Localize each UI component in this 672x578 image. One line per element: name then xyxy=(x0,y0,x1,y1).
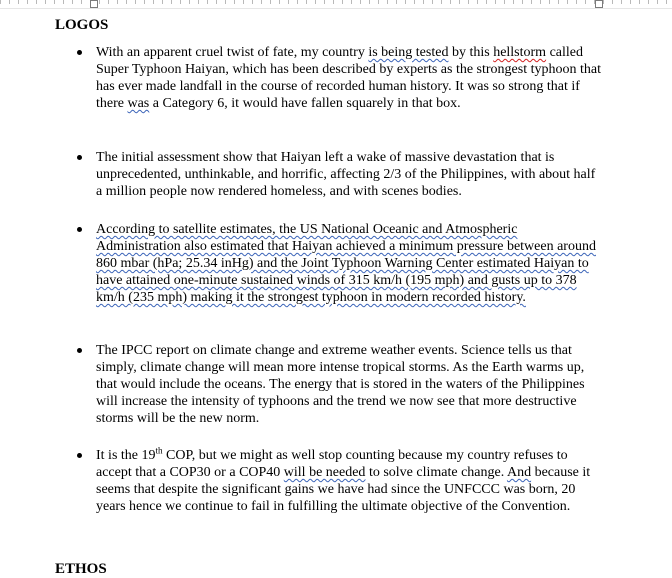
bullet-item-2 xyxy=(96,149,601,200)
bullet-item-3 xyxy=(96,221,601,306)
bullet-dot-icon xyxy=(77,50,82,55)
spelling-flag[interactable]: hellstorm xyxy=(493,45,547,60)
bullet-text-part: a Category 6, it would have fallen squarely in that box. xyxy=(149,96,461,111)
bullet-item-5 xyxy=(96,447,601,515)
bullet-item-4 xyxy=(96,342,601,427)
bullet-text: The IPCC report on climate change and extreme weather events. Science tells us that simply, climate change will mean more intense tropical storms. As the Earth warms up, that would include the oceans. The energy that is stored in the waters of the Philippines will increase the intensity of typhoons and the trend we now see that more destructive storms will be the new norm. xyxy=(96,343,585,426)
bullet-text-part: COP, but we might as well stop counting because my country refuses to accept that a COP30 or a COP40 xyxy=(96,448,568,480)
bullet-text: The initial assessment show that Haiyan left a wake of massive devastation that is unprecedented, unthinkable, and horrific, affecting 2/3 of the Philippines, with about half a million people now rendered homeless, and with scenes bodies. xyxy=(96,150,596,199)
bullet-dot-icon xyxy=(77,155,82,160)
bullet-text-part: because it seems that despite the significant gains we have had since the UNFCCC was born, 20 years hence we continue to fail in fulfilling the ultimate objective of the Convention. xyxy=(96,465,591,514)
section-heading-logos: LOGOS xyxy=(55,17,109,33)
grammar-flag[interactable]: was xyxy=(127,96,150,111)
bullet-text-part: called Super Typhoon Haiyan, which has been described by experts as the strongest typhoon that has ever made landfall in the course of recorded human history. It was so strong that if there xyxy=(96,45,601,111)
bullet-text-part: to solve climate change. xyxy=(365,465,507,480)
bullet-dot-icon xyxy=(77,348,82,353)
bullet-item-1 xyxy=(96,44,601,112)
grammar-flag[interactable]: And xyxy=(506,465,532,480)
bullet-dot-icon xyxy=(77,453,82,458)
bullet-text-part: by this xyxy=(448,45,494,60)
section-heading-ethos: ETHOS xyxy=(55,561,107,577)
grammar-flag[interactable]: is being tested xyxy=(368,45,449,60)
grammar-flag[interactable]: will be needed xyxy=(283,465,366,480)
bullet-text-part: With an apparent cruel twist of fate, my country xyxy=(96,45,369,60)
grammar-flag[interactable]: According to satellite estimates, the US National Oceanic and Atmospheric Administration also estimated that Haiyan achieved a minimum pressure between around 860 mbar (hPa; 25.34 inHg) and the Joint Typhoon Warning Center estimated Haiyan to have attained one-minute sustained winds of 315 km/h (195 mph) and gusts up to 378 km/h (235 mph) making it the strongest typhoon in modern recorded history. xyxy=(96,222,596,305)
bullet-dot-icon xyxy=(77,227,82,232)
superscript: th xyxy=(155,445,163,456)
bullet-text-part: It is the 19 xyxy=(96,448,156,463)
